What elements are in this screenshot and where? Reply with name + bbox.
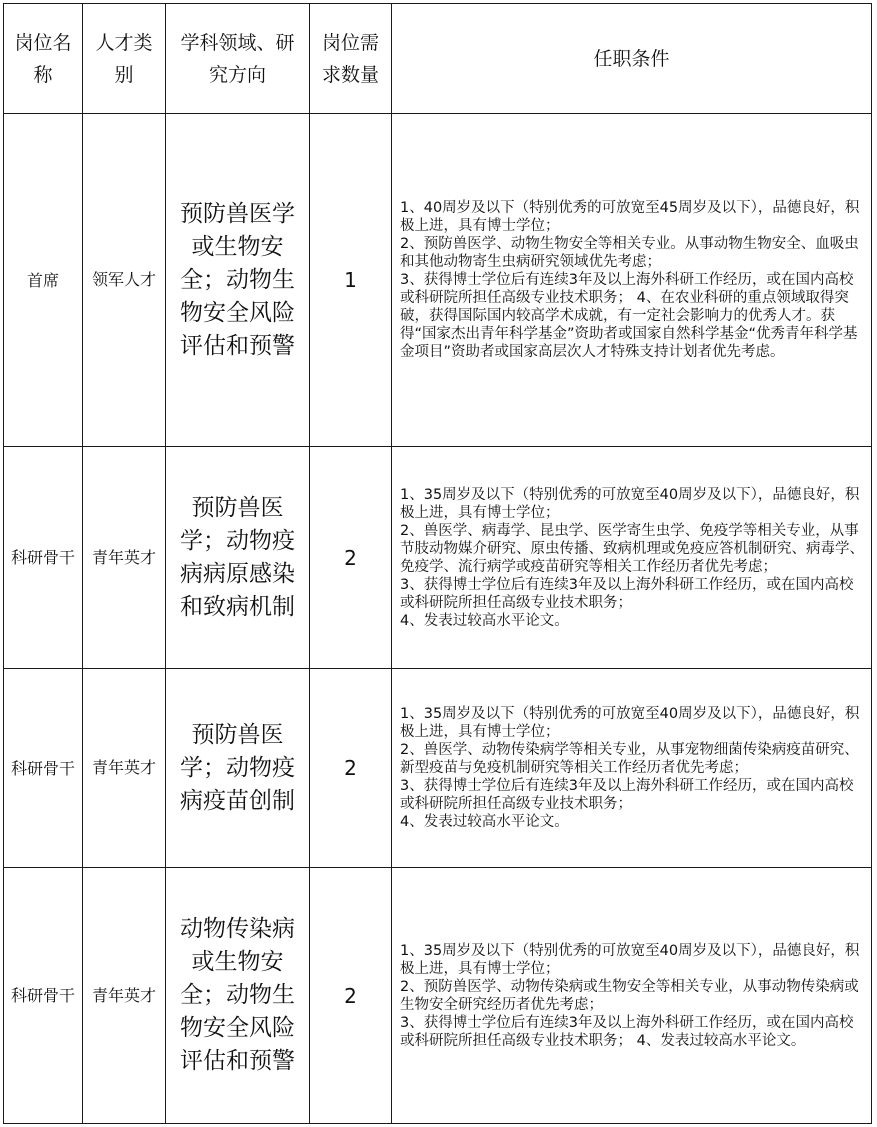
conditions-cell (392, 868, 872, 1124)
condition-line: 4、发表过较高水平论文。 (400, 612, 569, 629)
header-field: 学科领域、研究方向 (166, 4, 310, 114)
header-row (4, 4, 872, 114)
talent-type-cell: 青年英才 (83, 669, 166, 868)
talent-type-cell: 领军人才 (83, 114, 166, 447)
condition-line: 2、兽医学、动物传染病学等相关专业，从事宠物细菌传染病疫苗研究、新型疫苗与免疫机制研究等相关工作经历者优先考虑； (400, 742, 859, 776)
condition-line: 1、40周岁及以下（特别优秀的可放宽至45周岁及以下），品德良好，积极上进，具有博士学位； (400, 200, 860, 234)
position-cell: 科研骨干 (4, 669, 83, 868)
conditions-cell (392, 447, 872, 669)
header-talent-type: 人才类别 (83, 4, 166, 114)
table-row (4, 669, 872, 868)
condition-line: 1、35周岁及以下（特别优秀的可放宽至40周岁及以下），品德良好，积极上进，具有博士学位； (400, 486, 860, 521)
field-cell: 预防兽医学；动物疫病病原感染和致病机制 (166, 447, 310, 669)
count-cell: 2 (310, 669, 392, 868)
position-cell: 科研骨干 (4, 868, 83, 1124)
condition-line: 2、兽医学、病毒学、昆虫学、医学寄生虫学、免疫学等相关专业，从事节肢动物媒介研究、原虫传播、致病机理或免疫应答机制研究、病毒学、免疫学、流行病学或疫苗研究等相关工作经历者优先考虑； (400, 522, 864, 575)
condition-line: 3、获得博士学位后有连续3年及以上海外科研工作经历，或在国内高校或科研院所担任高级专业技术职务； (400, 576, 854, 611)
count-cell: 2 (310, 447, 392, 669)
conditions-cell (392, 669, 872, 868)
table-row (4, 868, 872, 1124)
talent-type-cell: 青年英才 (83, 447, 166, 669)
condition-line: 4、发表过较高水平论文。 (400, 814, 569, 830)
field-cell: 预防兽医学；动物疫病疫苗创制 (166, 669, 310, 868)
count-cell: 2 (310, 868, 392, 1124)
table-row (4, 114, 872, 447)
condition-line: 1、35周岁及以下（特别优秀的可放宽至40周岁及以下），品德良好，积极上进，具有博士学位； (400, 706, 860, 740)
header-position: 岗位名称 (4, 4, 83, 114)
condition-line: 1、35周岁及以下（特别优秀的可放宽至40周岁及以下），品德良好，积极上进，具有博士学位； (400, 942, 860, 977)
header-conditions: 任职条件 (392, 4, 872, 114)
count-cell: 1 (310, 114, 392, 447)
table-row (4, 447, 872, 669)
conditions-cell (392, 114, 872, 447)
recruitment-table (3, 3, 872, 1124)
condition-line: 3、获得博士学位后有连续3年及以上海外科研工作经历，或在国内高校或科研院所担任高级专业技术职务； 4、发表过较高水平论文。 (400, 1014, 854, 1049)
talent-type-cell: 青年英才 (83, 868, 166, 1124)
header-count: 岗位需求数量 (310, 4, 392, 114)
condition-line: 2、预防兽医学、动物生物安全等相关专业。从事动物生物安全、血吸虫和其他动物寄生虫病研究领域优先考虑； (400, 236, 859, 270)
field-cell: 预防兽医学或生物安全；动物生物安全风险评估和预警 (166, 114, 310, 447)
position-cell: 首席 (4, 114, 83, 447)
position-cell: 科研骨干 (4, 447, 83, 669)
condition-line: 3、获得博士学位后有连续3年及以上海外科研工作经历，或在国内高校或科研院所担任高级专业技术职务； (400, 778, 854, 812)
condition-line: 2、预防兽医学、动物传染病或生物安全等相关专业，从事动物传染病或生物安全研究经历者优先考虑； (400, 978, 859, 1013)
condition-line: 3、获得博士学位后有连续3年及以上海外科研工作经历，或在国内高校或科研院所担任高级专业技术职务； 4、在农业科研的重点领域取得突破，获得国际国内较高学术成就，有一定社会影响力的优秀人才。获得“国家杰出青年科学基金”资助者或国家自然科学基金“优秀青年科学基金项目”资助者或国家高层次人才特殊支持计划者优先考虑。 (400, 272, 858, 360)
field-cell: 动物传染病或生物安全；动物生物安全风险评估和预警 (166, 868, 310, 1124)
